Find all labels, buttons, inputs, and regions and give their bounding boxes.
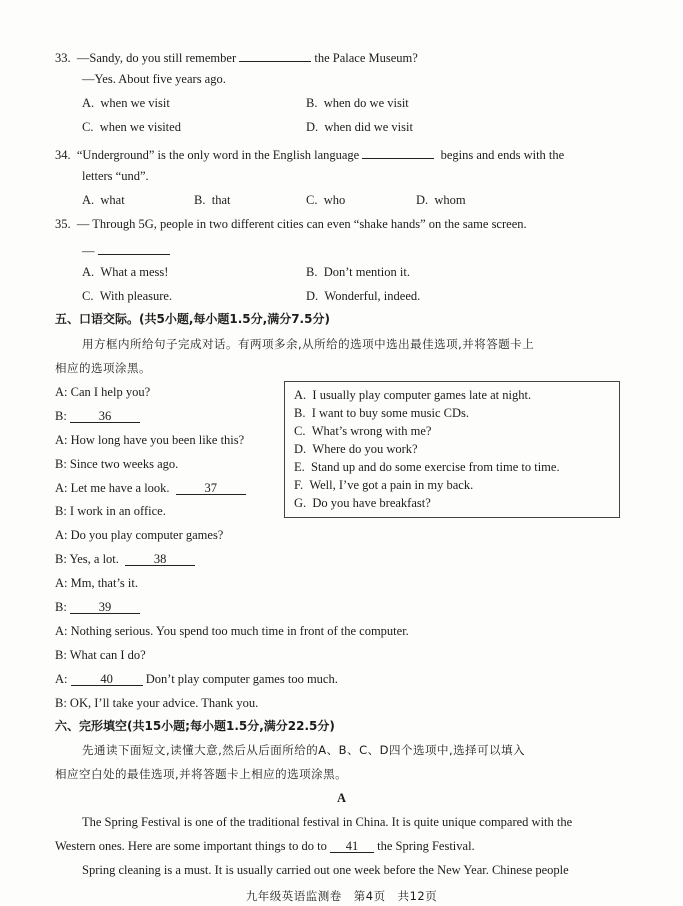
option-d: D. Where do you work? — [294, 442, 418, 456]
section5-title: 五、口语交际。(共5小题,每小题1.5分,满分7.5分) — [55, 312, 330, 326]
q34-option-c: C. who — [306, 193, 346, 207]
passage-line: Spring cleaning is a must. It is usually carried out one week before the New Year. Chinese people — [82, 863, 569, 877]
q35-response: — — [82, 240, 170, 259]
option-g: G. Do you have breakfast? — [294, 496, 431, 510]
passage-line: Western ones. Here are some important things to do to 41 the Spring Festival. — [55, 839, 475, 853]
option-e: E. Stand up and do some exercise from time to time. — [294, 460, 560, 474]
q33-option-a: A. when we visit — [82, 96, 170, 110]
options-box — [284, 381, 620, 518]
dialog-line: B: What can I do? — [55, 648, 146, 662]
dialog-line: B: Since two weeks ago. — [55, 457, 179, 471]
blank-36: 36 — [70, 408, 140, 423]
dialog-line: A: 40 Don’t play computer games too much. — [55, 672, 338, 686]
q35-blank — [98, 240, 170, 255]
q34-option-d: D. whom — [416, 193, 466, 207]
option-f: F. Well, I’ve got a pain in my back. — [294, 478, 474, 492]
q34-number: 34. — [55, 148, 71, 162]
q33-option-b: B. when do we visit — [306, 96, 409, 110]
dialog-line: B: Yes, a lot. 38 — [55, 551, 195, 567]
q35-option-d: D. Wonderful, indeed. — [306, 289, 421, 303]
dialog-line: A: How long have you been like this? — [55, 433, 245, 447]
dialog-line: A: Nothing serious. You spend too much time in front of the computer. — [55, 624, 409, 638]
passage-line: The Spring Festival is one of the traditional festival in China. It is quite unique compared with the — [82, 815, 573, 829]
dialog-line: A: Mm, that’s it. — [55, 576, 138, 590]
q35-option-c: C. With pleasure. — [82, 289, 173, 303]
option-a: A. I usually play computer games late at night. — [294, 388, 532, 402]
q33-blank — [239, 47, 311, 62]
dialog-line: A: Let me have a look. 37 — [55, 480, 246, 496]
passage-label: A — [336, 791, 347, 805]
dialog-line: B: OK, I’ll take your advice. Thank you. — [55, 696, 259, 710]
dialog-line: B: I work in an office. — [55, 504, 166, 518]
q33-option-d: D. when did we visit — [306, 120, 413, 134]
q34-option-a: A. what — [82, 193, 125, 207]
section6-instruction-cont: 相应空白处的最佳选项,并将答题卡上相应的选项涂黑。 — [55, 767, 348, 781]
dialog-line: B: 36 — [55, 408, 140, 424]
dialog-line: A: Can I help you? — [55, 385, 151, 399]
q35-stem: 35. — Through 5G, people in two different cities can even “shake hands” on the same screen. — [55, 217, 527, 231]
q33-option-c: C. when we visited — [82, 120, 181, 134]
blank-38: 38 — [125, 551, 195, 566]
q34-option-b: B. that — [194, 193, 231, 207]
q34-stem-cont: letters “und”. — [82, 169, 149, 183]
q34-stem: 34. “Underground” is the only word in the English language begins and ends with the — [55, 144, 564, 163]
q33-number: 33. — [55, 51, 71, 65]
q33-answer: —Yes. About five years ago. — [82, 72, 226, 86]
q34-blank — [362, 144, 434, 159]
blank-37: 37 — [176, 480, 246, 495]
q35-number: 35. — [55, 217, 71, 231]
page-footer: 九年级英语监测卷 第4页 共12页 — [245, 889, 438, 903]
q33-stem: 33. —Sandy, do you still remember the Palace Museum? — [55, 47, 418, 66]
option-b: B. I want to buy some music CDs. — [294, 406, 470, 420]
dialog-line: A: Do you play computer games? — [55, 528, 224, 542]
section5-instruction-cont: 相应的选项涂黑。 — [55, 361, 151, 375]
blank-40: 40 — [71, 671, 143, 686]
section6-title: 六、完形填空(共15小题;每小题1.5分,满分22.5分) — [55, 719, 335, 733]
section6-instruction: 先通读下面短文,读懂大意,然后从后面所给的A、B、C、D四个选项中,选择可以填入 — [82, 743, 526, 757]
option-c: C. What’s wrong with me? — [294, 424, 432, 438]
section5-instruction: 用方框内所给句子完成对话。有两项多余,从所给的选项中选出最佳选项,并将答题卡上 — [82, 337, 535, 351]
blank-39: 39 — [70, 599, 140, 614]
q35-option-b: B. Don’t mention it. — [306, 265, 410, 279]
dialog-line: B: 39 — [55, 599, 140, 615]
q35-option-a: A. What a mess! — [82, 265, 169, 279]
blank-41: 41 — [330, 838, 374, 853]
